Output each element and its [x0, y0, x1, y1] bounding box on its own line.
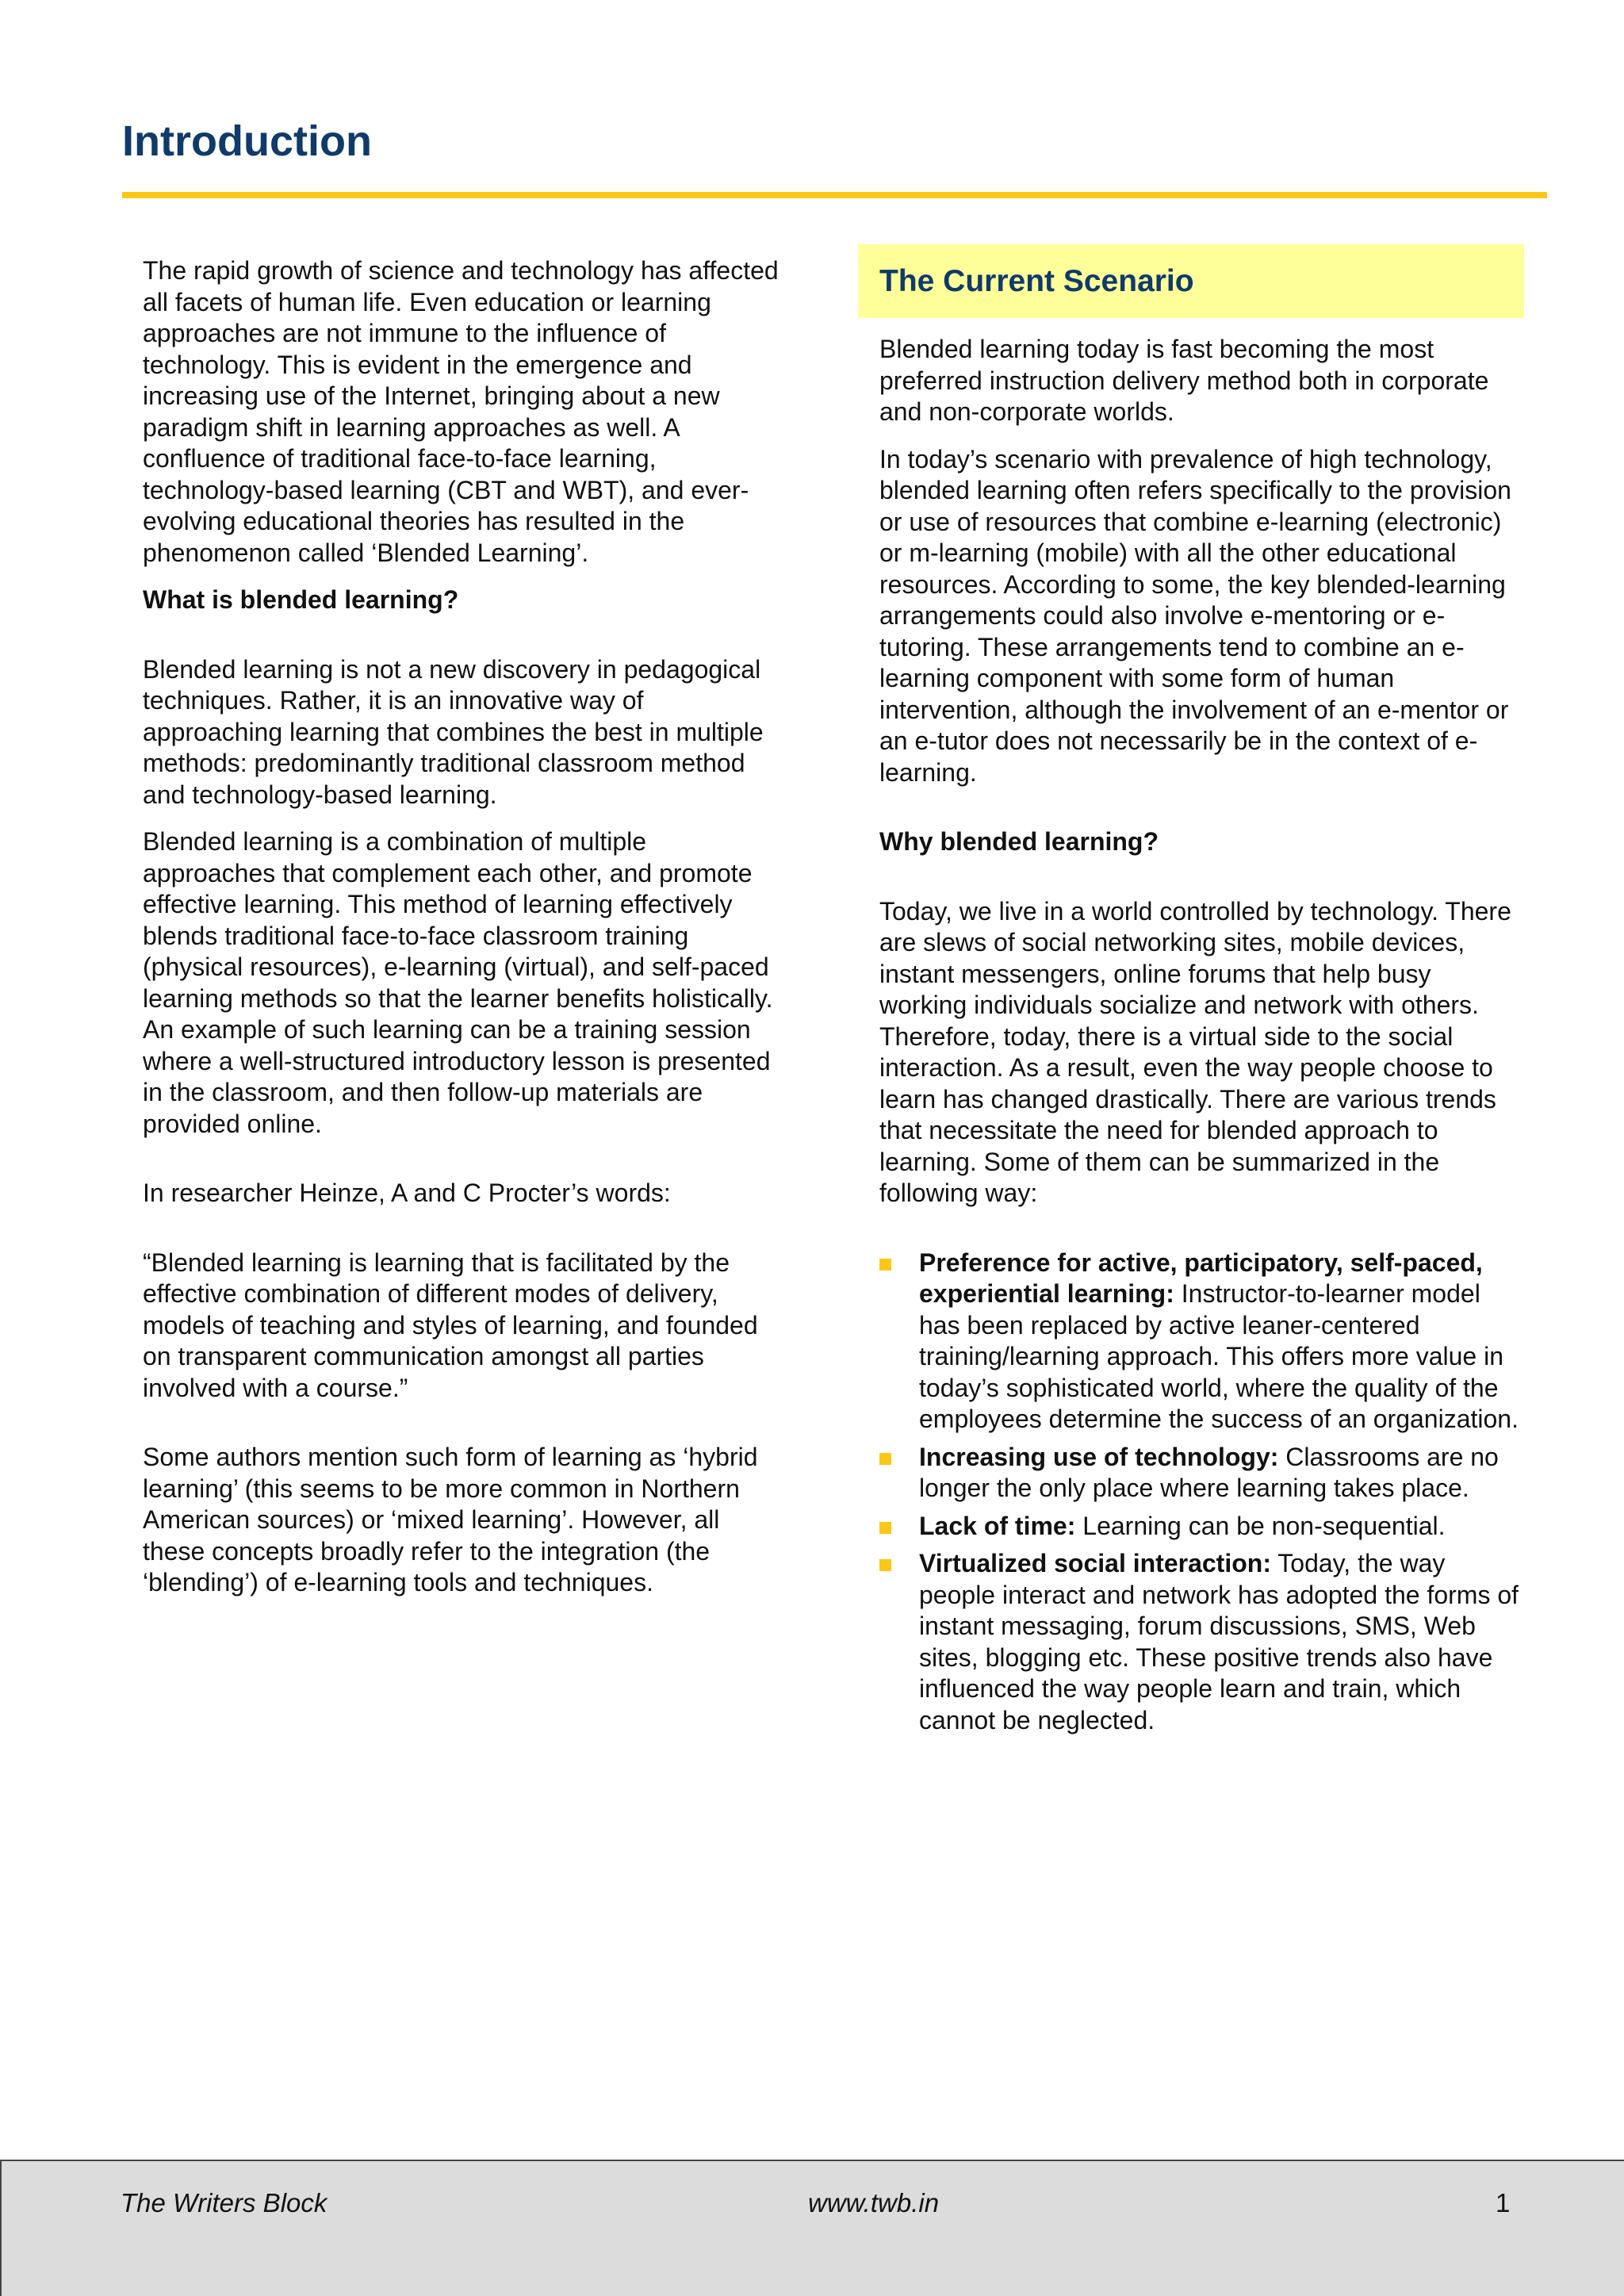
bullet-term: Lack of time: — [919, 1511, 1076, 1540]
page-title: Introduction — [122, 117, 372, 165]
footer-company-name: The Writers Block — [121, 2188, 327, 2217]
right-column — [858, 244, 1524, 1742]
right-column-body — [858, 318, 1524, 1736]
bullet-text: Classrooms are no longer the only place where learning takes place. — [919, 1442, 1499, 1502]
footer-page-number: 1 — [1496, 2188, 1511, 2217]
bullet-term: Virtualized social interaction: — [919, 1549, 1271, 1577]
left-column — [143, 255, 785, 1599]
current-scenario-banner — [858, 244, 1524, 318]
blockquote-definition: “Blended learning is learning that is facilitated by the effective combination of different modes of delivery, models of teaching and styles of learning, and founded on transparent communication amongst all parties involved with a course.” — [143, 1248, 758, 1402]
paragraph-fast-becoming: Blended learning today is fast becoming the most preferred instruction delivery method both in corporate and non-corporate worlds. — [879, 335, 1489, 426]
paragraph-researcher-words: In researcher Heinze, A and C Procter’s words: — [143, 1179, 671, 1207]
list-item — [879, 1548, 1524, 1736]
paragraph-todays-scenario: In today’s scenario with prevalence of high technology, blended learning often refers specifically to the provision or use of resources that combine e-learning (electronic) or m-learning (mobile) with all the other educational resources. According to some, the key blended-learning arrangements could also involve e-mentoring or e-tutoring. These arrangements tend to combine an e-learning component with some form of human intervention, although the involvement of an e-mentor or an e-tutor does not necessarily be in the context of e-learning. — [879, 444, 1511, 787]
paragraph-world-technology: Today, we live in a world controlled by technology. There are slews of social networking sites, mobile devices, instant messengers, online forums that help busy working individuals socialize and network with others. Therefore, today, there is a virtual side to the social interaction. As a result, even the way people choose to learn has changed drastically. There are various trends that necessitate the need for blended approach to learning. Some of them can be summarized in the following way: — [879, 896, 1511, 1207]
intro-paragraph: The rapid growth of science and technology has affected all facets of human life. Even education or learning approaches are not immune to the influence of technology. This is evident in the emergence and increasing use of the Internet, bringing about a new paradigm shift in learning approaches as well. A confluence of traditional face-to-face learning, technology-based learning (CBT and WBT), and ever-evolving educational theories has resulted in the phenomenon called ‘Blended Learning’. — [143, 256, 779, 567]
square-bullet-icon — [879, 1453, 891, 1465]
bullet-term: Increasing use of technology: — [919, 1442, 1279, 1471]
page-footer — [0, 2160, 1624, 2296]
square-bullet-icon — [879, 1522, 891, 1534]
square-bullet-icon — [879, 1259, 891, 1271]
trends-list — [879, 1248, 1524, 1737]
heading-what-is-blended-learning: What is blended learning? — [143, 585, 459, 614]
bullet-text: Today, the way people interact and network has adopted the forms of instant messaging, forum discussions, SMS, Web sites, blogging etc. These positive trends also have influenced the way people learn and train, which cannot be neglected. — [919, 1549, 1519, 1734]
bullet-text: Learning can be non-sequential. — [1075, 1511, 1446, 1540]
heading-why-blended-learning: Why blended learning? — [879, 827, 1159, 856]
paragraph-not-new-discovery: Blended learning is not a new discovery in pedagogical techniques. Rather, it is an innovative way of approaching learning that combines the best in multiple methods: predominantly traditional classroom method and technology-based learning. — [143, 654, 764, 809]
list-item — [879, 1248, 1524, 1435]
heading-current-scenario: The Current Scenario — [879, 264, 1194, 298]
footer-website: www.twb.in — [808, 2188, 940, 2217]
bullet-term: Preference for active, participatory, self-paced, experiential learning: — [919, 1248, 1483, 1308]
paragraph-hybrid-learning: Some authors mention such form of learning as ‘hybrid learning’ (this seems to be more common in Northern American sources) or ‘mixed learning’. However, all these concepts broadly refer to the integration (the ‘blending’) of e-learning tools and techniques. — [143, 1443, 758, 1596]
title-divider — [122, 192, 1547, 198]
list-item — [879, 1442, 1524, 1504]
paragraph-combination: Blended learning is a combination of multiple approaches that complement each other, and promote effective learning. This method of learning effectively blends traditional face-to-face classroom training (physical resources), e-learning (virtual), and self-paced learning methods so that the learner benefits holistically. An example of such learning can be a training session where a well-structured introductory lesson is presented in the classroom, and then follow-up materials are provided online. — [143, 827, 773, 1138]
square-bullet-icon — [879, 1559, 891, 1571]
list-item — [879, 1511, 1524, 1543]
bullet-text: Instructor-to-learner model has been replaced by active leaner-centered training/learning approach. This offers more value in today’s sophisticated world, where the quality of the employees determine the success of an organization. — [919, 1279, 1519, 1433]
